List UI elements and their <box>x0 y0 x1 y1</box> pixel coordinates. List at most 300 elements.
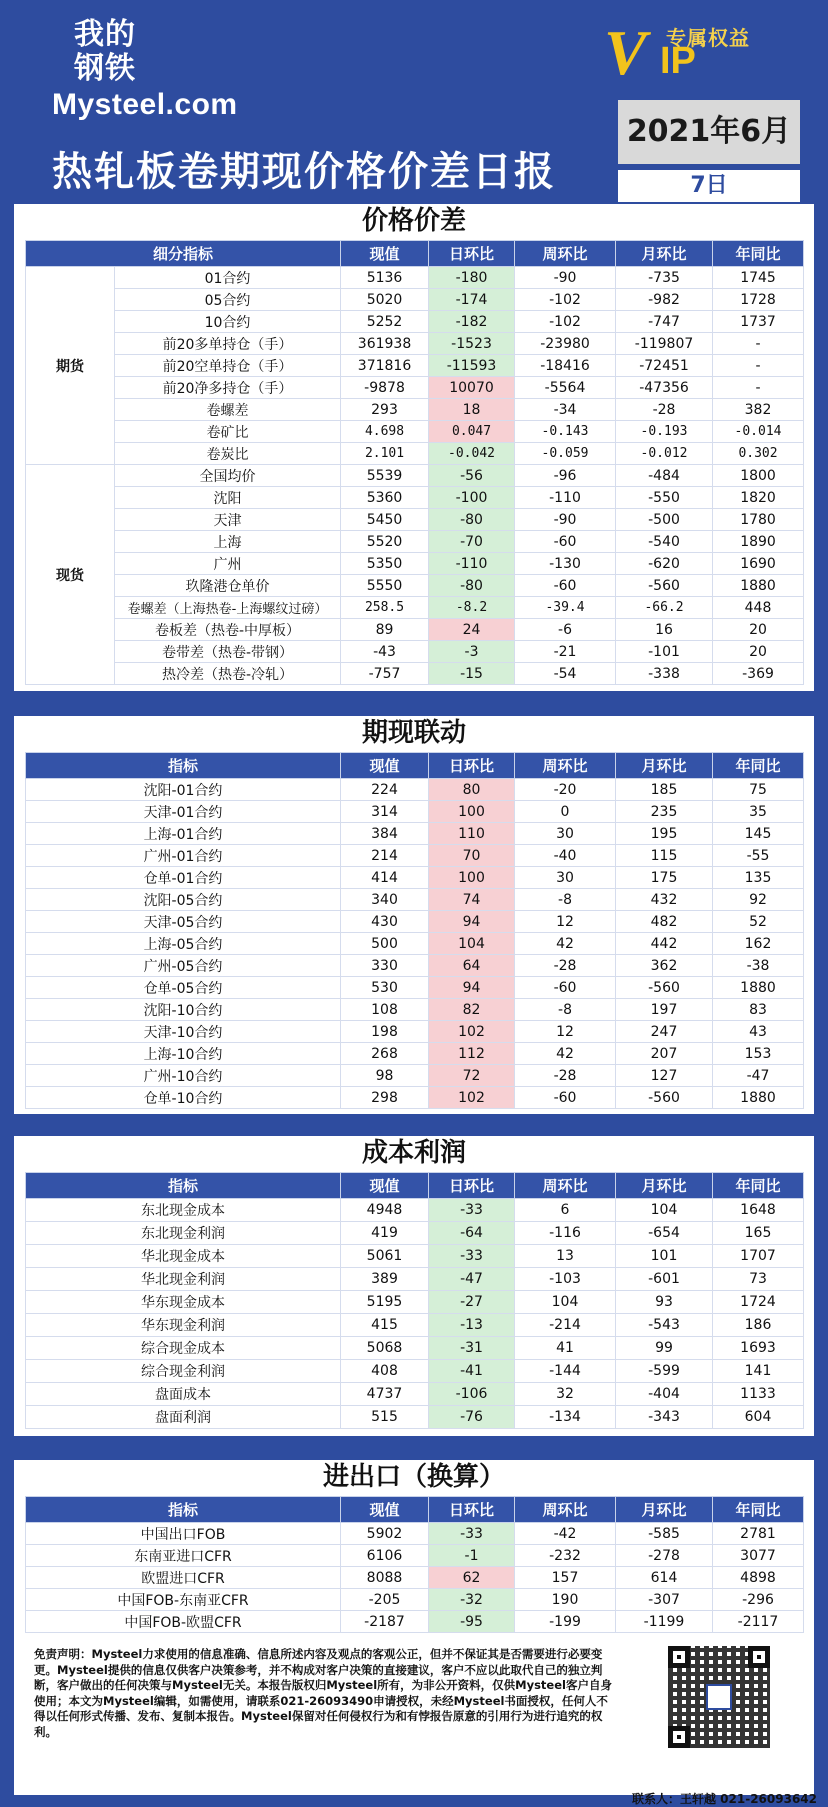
value-cell: 4898 <box>713 1567 804 1589</box>
value-cell: 16 <box>616 619 713 641</box>
value-cell: 195 <box>616 823 713 845</box>
value-cell: -60 <box>515 575 616 597</box>
value-cell: -47 <box>713 1065 804 1087</box>
value-cell: 432 <box>616 889 713 911</box>
value-cell: -95 <box>429 1611 515 1633</box>
value-cell: -34 <box>515 399 616 421</box>
value-cell: 198 <box>341 1021 429 1043</box>
table-row <box>26 823 804 845</box>
value-cell: -80 <box>429 509 515 531</box>
value-cell: 330 <box>341 955 429 977</box>
indicator-cell: 沈阳-05合约 <box>26 889 341 911</box>
value-cell: -11593 <box>429 355 515 377</box>
value-cell: -41 <box>429 1360 515 1383</box>
value-cell: -369 <box>713 663 804 685</box>
value-cell: 1728 <box>713 289 804 311</box>
indicator-cell: 华北现金成本 <box>26 1245 341 1268</box>
value-cell: -1 <box>429 1545 515 1567</box>
value-cell: -1199 <box>616 1611 713 1633</box>
table-row <box>26 1087 804 1109</box>
value-cell: 8088 <box>341 1567 429 1589</box>
section-title: 成本利润 <box>361 1138 466 1168</box>
value-cell: 145 <box>713 823 804 845</box>
value-cell: -620 <box>616 553 713 575</box>
value-cell: -39.4 <box>515 597 616 619</box>
indicator-cell: 上海-10合约 <box>26 1043 341 1065</box>
table-row <box>26 1021 804 1043</box>
value-cell: 414 <box>341 867 429 889</box>
value-cell: -3 <box>429 641 515 663</box>
indicator-cell: 10合约 <box>115 311 341 333</box>
value-cell: 1693 <box>713 1337 804 1360</box>
value-cell: 415 <box>341 1314 429 1337</box>
date-year-month: 2021年6月 <box>618 100 800 164</box>
value-cell: 102 <box>429 1021 515 1043</box>
value-cell: 1707 <box>713 1245 804 1268</box>
value-cell: 4948 <box>341 1199 429 1222</box>
value-cell: 6106 <box>341 1545 429 1567</box>
value-cell: -106 <box>429 1383 515 1406</box>
table-row <box>26 575 804 597</box>
value-cell: 10070 <box>429 377 515 399</box>
value-cell: -180 <box>429 267 515 289</box>
value-cell: 482 <box>616 911 713 933</box>
value-cell: 214 <box>341 845 429 867</box>
table-header-row <box>26 1173 804 1199</box>
value-cell: -560 <box>616 575 713 597</box>
header-cell: 周环比 <box>515 1497 616 1523</box>
value-cell: 614 <box>616 1567 713 1589</box>
header-cell: 现值 <box>341 753 429 779</box>
value-cell: -484 <box>616 465 713 487</box>
indicator-cell: 卷炭比 <box>115 443 341 465</box>
value-cell: -8 <box>515 999 616 1021</box>
header-cell: 年同比 <box>713 1173 804 1199</box>
value-cell: -55 <box>713 845 804 867</box>
value-cell: 100 <box>429 867 515 889</box>
value-cell: -32 <box>429 1589 515 1611</box>
indicator-cell: 01合约 <box>115 267 341 289</box>
header-cell: 月环比 <box>616 1173 713 1199</box>
header-cell: 细分指标 <box>26 241 341 267</box>
disclaimer-text: 免责声明：Mysteel力求使用的信息准确、信息所述内容及观点的客观公正，但并不保证其是否需要进行必要变更。Mysteel提供的信息仅供客户决策参考，并不构成对客户决策的直接建议，客户不应以此取代自己的独立判断，客户做出的任何决策与Mysteel无关。本报告版权归Mysteel所有，为非公开资料，仅供Mysteel客户自身使用；本文为Mysteel编辑，如需使用，请联系021-26093490申请授权，未经Mysteel书面授权，任何人不得以任何形式传播、发布、复制本报告。Mysteel保留对任何侵权行为和有悖报告原意的引用行为进行追究的权利。 <box>34 1647 612 1739</box>
value-cell: - <box>713 333 804 355</box>
table-row <box>26 1291 804 1314</box>
value-cell: 72 <box>429 1065 515 1087</box>
table-row <box>26 867 804 889</box>
value-cell: -56 <box>429 465 515 487</box>
value-cell: 1890 <box>713 531 804 553</box>
value-cell: 430 <box>341 911 429 933</box>
value-cell: -70 <box>429 531 515 553</box>
value-cell: 500 <box>341 933 429 955</box>
indicator-cell: 华北现金利润 <box>26 1268 341 1291</box>
indicator-cell: 东南亚进口CFR <box>26 1545 341 1567</box>
header-cell: 日环比 <box>429 1497 515 1523</box>
table-row <box>26 553 804 575</box>
value-cell: -0.059 <box>515 443 616 465</box>
header-cell: 年同比 <box>713 241 804 267</box>
table-header-row <box>26 753 804 779</box>
indicator-cell: 天津-01合约 <box>26 801 341 823</box>
value-cell: -27 <box>429 1291 515 1314</box>
value-cell: -757 <box>341 663 429 685</box>
value-cell: -18416 <box>515 355 616 377</box>
table-row <box>26 977 804 999</box>
value-cell: -20 <box>515 779 616 801</box>
table-row <box>26 1611 804 1633</box>
value-cell: -60 <box>515 531 616 553</box>
value-cell: 258.5 <box>341 597 429 619</box>
indicator-cell: 东北现金成本 <box>26 1199 341 1222</box>
value-cell: -31 <box>429 1337 515 1360</box>
header-cell: 指标 <box>26 1173 341 1199</box>
table-row <box>26 1268 804 1291</box>
futures-spot-table <box>25 752 804 1109</box>
value-cell: -199 <box>515 1611 616 1633</box>
value-cell: -134 <box>515 1406 616 1429</box>
value-cell: -13 <box>429 1314 515 1337</box>
value-cell: 1690 <box>713 553 804 575</box>
value-cell: 62 <box>429 1567 515 1589</box>
indicator-cell: 上海 <box>115 531 341 553</box>
indicator-cell: 天津-05合约 <box>26 911 341 933</box>
value-cell: 1880 <box>713 1087 804 1109</box>
value-cell: -64 <box>429 1222 515 1245</box>
value-cell: -560 <box>616 977 713 999</box>
value-cell: -54 <box>515 663 616 685</box>
table-row <box>26 1314 804 1337</box>
value-cell: 448 <box>713 597 804 619</box>
value-cell: -116 <box>515 1222 616 1245</box>
table-row <box>26 779 804 801</box>
value-cell: 3077 <box>713 1545 804 1567</box>
value-cell: 5520 <box>341 531 429 553</box>
value-cell: -585 <box>616 1523 713 1545</box>
value-cell: 52 <box>713 911 804 933</box>
value-cell: -102 <box>515 311 616 333</box>
value-cell: -343 <box>616 1406 713 1429</box>
value-cell: 5252 <box>341 311 429 333</box>
value-cell: 314 <box>341 801 429 823</box>
table-row <box>26 1199 804 1222</box>
header-cell: 指标 <box>26 1497 341 1523</box>
value-cell: -110 <box>429 553 515 575</box>
value-cell: 83 <box>713 999 804 1021</box>
indicator-cell: 全国均价 <box>115 465 341 487</box>
value-cell: 5195 <box>341 1291 429 1314</box>
table-row <box>26 289 804 311</box>
value-cell: -0.193 <box>616 421 713 443</box>
value-cell: 64 <box>429 955 515 977</box>
value-cell: -296 <box>713 1589 804 1611</box>
value-cell: 112 <box>429 1043 515 1065</box>
value-cell: 93 <box>616 1291 713 1314</box>
value-cell: 94 <box>429 977 515 999</box>
value-cell: 224 <box>341 779 429 801</box>
value-cell: 2781 <box>713 1523 804 1545</box>
table-row <box>26 1043 804 1065</box>
value-cell: 101 <box>616 1245 713 1268</box>
value-cell: 4.698 <box>341 421 429 443</box>
value-cell: 35 <box>713 801 804 823</box>
indicator-cell: 中国出口FOB <box>26 1523 341 1545</box>
value-cell: 530 <box>341 977 429 999</box>
value-cell: 98 <box>341 1065 429 1087</box>
value-cell: 127 <box>616 1065 713 1087</box>
header-cell: 周环比 <box>515 241 616 267</box>
table-row <box>26 933 804 955</box>
value-cell: 235 <box>616 801 713 823</box>
value-cell: 442 <box>616 933 713 955</box>
value-cell: -80 <box>429 575 515 597</box>
value-cell: - <box>713 377 804 399</box>
value-cell: 5350 <box>341 553 429 575</box>
value-cell: 5061 <box>341 1245 429 1268</box>
value-cell: 6 <box>515 1199 616 1222</box>
value-cell: 340 <box>341 889 429 911</box>
table-row <box>26 619 804 641</box>
header-cell: 日环比 <box>429 241 515 267</box>
table-row <box>26 421 804 443</box>
table-row <box>26 1337 804 1360</box>
indicator-cell: 广州-01合约 <box>26 845 341 867</box>
value-cell: -654 <box>616 1222 713 1245</box>
value-cell: 371816 <box>341 355 429 377</box>
indicator-cell: 盘面利润 <box>26 1406 341 1429</box>
table-row <box>26 955 804 977</box>
value-cell: -28 <box>515 955 616 977</box>
value-cell: -72451 <box>616 355 713 377</box>
table-row <box>26 1589 804 1611</box>
header-cell: 月环比 <box>616 1497 713 1523</box>
table-row <box>26 531 804 553</box>
indicator-cell: 卷螺差 <box>115 399 341 421</box>
section-title: 期现联动 <box>361 718 466 748</box>
indicator-cell: 沈阳-01合约 <box>26 779 341 801</box>
table-row <box>26 597 804 619</box>
value-cell: 32 <box>515 1383 616 1406</box>
value-cell: 1780 <box>713 509 804 531</box>
indicator-cell: 仓单-05合约 <box>26 977 341 999</box>
value-cell: 104 <box>429 933 515 955</box>
value-cell: 604 <box>713 1406 804 1429</box>
value-cell: -28 <box>515 1065 616 1087</box>
value-cell: 5360 <box>341 487 429 509</box>
value-cell: 268 <box>341 1043 429 1065</box>
header-cell: 现值 <box>341 241 429 267</box>
cost-profit-table <box>25 1172 804 1429</box>
value-cell: 104 <box>616 1199 713 1222</box>
table-row <box>26 911 804 933</box>
indicator-cell: 中国FOB-欧盟CFR <box>26 1611 341 1633</box>
value-cell: -15 <box>429 663 515 685</box>
value-cell: 102 <box>429 1087 515 1109</box>
value-cell: -0.042 <box>429 443 515 465</box>
table-row <box>26 311 804 333</box>
value-cell: -9878 <box>341 377 429 399</box>
indicator-cell: 卷螺差（上海热卷-上海螺纹过磅） <box>115 597 341 619</box>
value-cell: 153 <box>713 1043 804 1065</box>
table-row <box>26 845 804 867</box>
vip-tag: 专属权益 <box>666 26 750 50</box>
value-cell: -2117 <box>713 1611 804 1633</box>
indicator-cell: 中国FOB-东南亚CFR <box>26 1589 341 1611</box>
header-cell: 月环比 <box>616 241 713 267</box>
category-cell: 期货 <box>26 267 115 465</box>
indicator-cell: 欧盟进口CFR <box>26 1567 341 1589</box>
value-cell: -0.014 <box>713 421 804 443</box>
vip-v-letter: V <box>604 17 647 88</box>
header-cell: 月环比 <box>616 753 713 779</box>
value-cell: 247 <box>616 1021 713 1043</box>
indicator-cell: 华东现金利润 <box>26 1314 341 1337</box>
table-row <box>26 377 804 399</box>
value-cell: 4737 <box>341 1383 429 1406</box>
value-cell: 5068 <box>341 1337 429 1360</box>
header-cell: 年同比 <box>713 753 804 779</box>
value-cell: -66.2 <box>616 597 713 619</box>
table-row <box>26 443 804 465</box>
value-cell: -601 <box>616 1268 713 1291</box>
indicator-cell: 沈阳 <box>115 487 341 509</box>
value-cell: 100 <box>429 801 515 823</box>
value-cell: 1880 <box>713 977 804 999</box>
value-cell: -33 <box>429 1523 515 1545</box>
indicator-cell: 综合现金成本 <box>26 1337 341 1360</box>
indicator-cell: 仓单-01合约 <box>26 867 341 889</box>
header-cell: 日环比 <box>429 753 515 779</box>
value-cell: -214 <box>515 1314 616 1337</box>
header-cell: 现值 <box>341 1173 429 1199</box>
table-row <box>26 1245 804 1268</box>
value-cell: -42 <box>515 1523 616 1545</box>
date-day: 7日 <box>618 170 800 202</box>
value-cell: 515 <box>341 1406 429 1429</box>
value-cell: -2187 <box>341 1611 429 1633</box>
indicator-cell: 热冷差（热卷-冷轧） <box>115 663 341 685</box>
logo-chinese: 我的钢铁 <box>74 17 136 86</box>
table-row <box>26 1523 804 1545</box>
table-row <box>26 1383 804 1406</box>
value-cell: -96 <box>515 465 616 487</box>
value-cell: 190 <box>515 1589 616 1611</box>
value-cell: -47356 <box>616 377 713 399</box>
value-cell: 5902 <box>341 1523 429 1545</box>
value-cell: -550 <box>616 487 713 509</box>
value-cell: 1800 <box>713 465 804 487</box>
page-title: 热轧板卷期现价格价差日报 <box>52 149 556 195</box>
indicator-cell: 上海-01合约 <box>26 823 341 845</box>
value-cell: 197 <box>616 999 713 1021</box>
value-cell: 89 <box>341 619 429 641</box>
value-cell: 5550 <box>341 575 429 597</box>
value-cell: 12 <box>515 911 616 933</box>
value-cell: -23980 <box>515 333 616 355</box>
header-cell: 日环比 <box>429 1173 515 1199</box>
value-cell: 157 <box>515 1567 616 1589</box>
price-spread-panel <box>14 204 814 691</box>
value-cell: 389 <box>341 1268 429 1291</box>
value-cell: 0 <box>515 801 616 823</box>
value-cell: 5136 <box>341 267 429 289</box>
value-cell: 135 <box>713 867 804 889</box>
vip-ip-letters: IP <box>660 40 696 82</box>
value-cell: -232 <box>515 1545 616 1567</box>
indicator-cell: 天津 <box>115 509 341 531</box>
value-cell: 92 <box>713 889 804 911</box>
value-cell: 1648 <box>713 1199 804 1222</box>
value-cell: -47 <box>429 1268 515 1291</box>
table-row <box>26 1065 804 1087</box>
value-cell: -560 <box>616 1087 713 1109</box>
value-cell: 1724 <box>713 1291 804 1314</box>
value-cell: -6 <box>515 619 616 641</box>
value-cell: -182 <box>429 311 515 333</box>
date-box <box>618 100 800 210</box>
indicator-cell: 华东现金成本 <box>26 1291 341 1314</box>
value-cell: -8.2 <box>429 597 515 619</box>
value-cell: 41 <box>515 1337 616 1360</box>
value-cell: 74 <box>429 889 515 911</box>
value-cell: -33 <box>429 1245 515 1268</box>
value-cell: -101 <box>616 641 713 663</box>
indicator-cell: 东北现金利润 <box>26 1222 341 1245</box>
value-cell: 75 <box>713 779 804 801</box>
value-cell: 5020 <box>341 289 429 311</box>
import-export-table <box>25 1496 804 1633</box>
section-title: 价格价差 <box>361 206 466 236</box>
table-row <box>26 267 804 289</box>
value-cell: 141 <box>713 1360 804 1383</box>
value-cell: -119807 <box>616 333 713 355</box>
table-row <box>26 801 804 823</box>
value-cell: -28 <box>616 399 713 421</box>
value-cell: 20 <box>713 619 804 641</box>
value-cell: 30 <box>515 867 616 889</box>
value-cell: 12 <box>515 1021 616 1043</box>
value-cell: 30 <box>515 823 616 845</box>
value-cell: 408 <box>341 1360 429 1383</box>
value-cell: 362 <box>616 955 713 977</box>
value-cell: -60 <box>515 977 616 999</box>
value-cell: 0.047 <box>429 421 515 443</box>
value-cell: -1523 <box>429 333 515 355</box>
value-cell: 13 <box>515 1245 616 1268</box>
price-spread-table <box>25 240 804 685</box>
value-cell: -982 <box>616 289 713 311</box>
value-cell: -130 <box>515 553 616 575</box>
indicator-cell: 广州-10合约 <box>26 1065 341 1087</box>
value-cell: 94 <box>429 911 515 933</box>
value-cell: -5564 <box>515 377 616 399</box>
value-cell: 20 <box>713 641 804 663</box>
table-row <box>26 1222 804 1245</box>
logo-english: Mysteel.com <box>52 88 238 121</box>
table-header-row <box>26 1497 804 1523</box>
value-cell: -38 <box>713 955 804 977</box>
value-cell: -543 <box>616 1314 713 1337</box>
indicator-cell: 仓单-10合约 <box>26 1087 341 1109</box>
header-cell: 周环比 <box>515 1173 616 1199</box>
value-cell: -735 <box>616 267 713 289</box>
table-row <box>26 999 804 1021</box>
value-cell: 70 <box>429 845 515 867</box>
value-cell: 24 <box>429 619 515 641</box>
value-cell: 80 <box>429 779 515 801</box>
indicator-cell: 广州 <box>115 553 341 575</box>
table-row <box>26 1360 804 1383</box>
